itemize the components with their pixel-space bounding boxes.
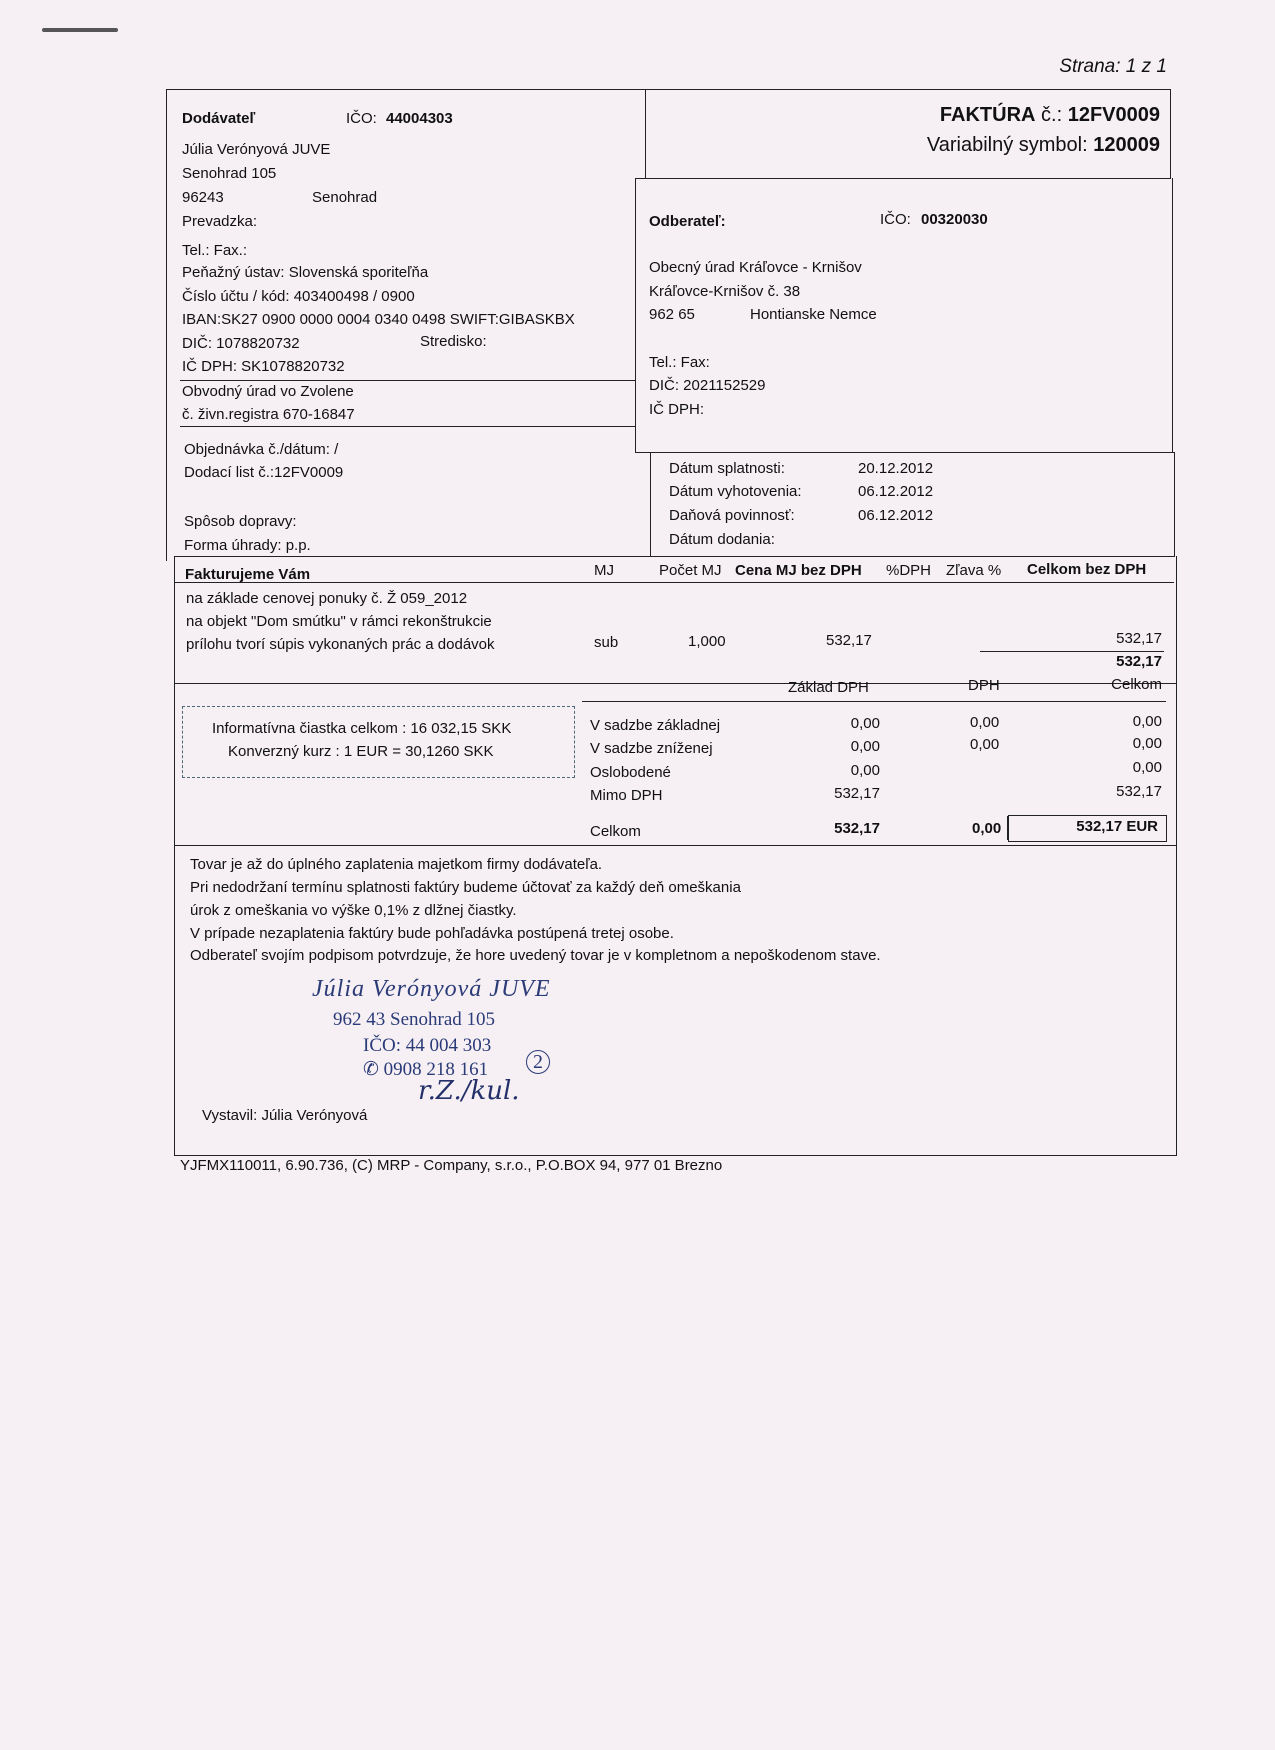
date-label-issued: Dátum vyhotovenia: (669, 483, 802, 500)
terms-line-4: V prípade nezaplatenia faktúry bude pohľadávka postúpená tretej osobe. (190, 925, 674, 942)
supplier-heading: Dodávateľ (182, 110, 256, 127)
items-header-price: Cena MJ bez DPH (735, 562, 862, 579)
supplier-ico: 44004303 (386, 110, 453, 127)
stamp-number: 2 (526, 1050, 550, 1074)
customer-ico-label: IČO: (880, 211, 911, 228)
vat-row-basic-total: 0,00 (1132, 713, 1162, 730)
frame-right-top (1170, 89, 1171, 179)
vat-row-basic-label: V sadzbe základnej (590, 717, 721, 734)
payment-method: Forma úhrady: p.p. (184, 537, 311, 554)
customer-name: Obecný úrad Kráľovce - Krnišov (649, 259, 862, 276)
info-box (182, 706, 575, 778)
supplier-office: Obvodný úrad vo Zvolene (182, 383, 354, 400)
item-qty: 1,000 (688, 633, 726, 650)
info-conversion-rate: Konverzný kurz : 1 EUR = 30,1260 SKK (228, 743, 494, 760)
items-header-desc: Fakturujeme Vám (185, 566, 311, 583)
terms-line-2: Pri nedodržaní termínu splatnosti faktúry budeme účtovať za každý deň omeškania (190, 879, 741, 896)
items-header-discount: Zľava % (946, 562, 1002, 579)
customer-tel-fax: Tel.: Fax: (649, 354, 710, 371)
date-label-due: Dátum splatnosti: (669, 460, 785, 477)
items-header-mj: MJ (594, 562, 614, 579)
vat-row-exempt-base: 0,00 (850, 762, 880, 779)
customer-city: Hontianske Nemce (750, 306, 877, 323)
date-value-due: 20.12.2012 (858, 460, 934, 477)
terms-top-line (174, 845, 1176, 846)
supplier-center: Stredisko: (420, 333, 487, 350)
signature: r.Z./kul. (418, 1076, 520, 1106)
supplier-iban: IBAN:SK27 0900 0000 0004 0340 0498 SWIFT:GIBASKBX (182, 311, 575, 328)
vat-row-outside-base: 532,17 (834, 785, 880, 802)
customer-box-top (635, 178, 1170, 179)
supplier-icdph: IČ DPH: SK1078820732 (182, 358, 345, 375)
vat-row-reduced-label: V sadzbe zníženej (590, 740, 713, 757)
supplier-register: č. živn.registra 670-16847 (182, 406, 355, 423)
grand-total: 532,17 EUR (1076, 818, 1158, 835)
vat-row-reduced-base: 0,00 (850, 738, 880, 755)
subtotal-line (980, 651, 1164, 652)
customer-heading: Odberateľ: (649, 213, 726, 230)
supplier-bank: Peňažný ústav: Slovenská sporiteľňa (182, 264, 429, 281)
customer-box-left (635, 178, 636, 453)
customer-box-bottom (635, 452, 1174, 453)
software-footer: YJFMX110011, 6.90.736, (C) MRP - Company, s.r.o., P.O.BOX 94, 977 01 Brezno (180, 1157, 723, 1174)
item-mj: sub (594, 634, 619, 651)
vat-row-exempt-total: 0,00 (1132, 759, 1162, 776)
customer-icdph: IČ DPH: (649, 401, 705, 418)
supplier-tel-fax: Tel.: Fax.: (182, 242, 248, 259)
info-total-skk: Informatívna čiastka celkom : 16 032,15 SKK (212, 720, 512, 737)
vs-label: Variabilný symbol: (926, 134, 1088, 156)
frame-left-lower (174, 556, 175, 1156)
vat-total-base: 532,17 (834, 820, 880, 837)
frame-top (166, 89, 1170, 90)
vat-row-basic-base: 0,00 (850, 715, 880, 732)
item-line-3: prílohu tvorí súpis vykonaných prác a dodávok (186, 636, 495, 653)
customer-box-right (1172, 178, 1173, 453)
vat-row-reduced-vat: 0,00 (970, 736, 1000, 753)
customer-dic: DIČ: 2021152529 (649, 377, 766, 394)
vat-row-outside-label: Mimo DPH (590, 787, 663, 804)
customer-zip: 962 65 (649, 306, 695, 323)
terms-line-1: Tovar je až do úplného zaplatenia majetkom firmy dodávateľa. (190, 856, 603, 873)
order-date: Objednávka č./dátum: / (184, 441, 339, 458)
vs-value: 120009 (1093, 134, 1160, 156)
vat-header-line (582, 701, 1166, 702)
supplier-name: Júlia Verónyová JUVE (182, 141, 331, 158)
frame-bottom (174, 1155, 1176, 1156)
items-top-line (174, 556, 1174, 557)
item-line-1: na základe cenovej ponuky č. Ž 059_2012 (186, 590, 468, 607)
invoice-title-c: č.: (1041, 104, 1063, 126)
frame-left-upper (166, 89, 167, 561)
stamp-name: Júlia Verónyová JUVE (312, 976, 551, 1002)
issued-by: Vystavil: Júlia Verónyová (202, 1107, 368, 1124)
vat-header-vat: DPH (968, 677, 1000, 694)
frame-right-lower (1176, 556, 1177, 1156)
vat-row-exempt-label: Oslobodené (590, 764, 671, 781)
supplier-site: Prevadzka: (182, 213, 258, 230)
supplier-divider-2 (180, 426, 636, 427)
supplier-ico-label: IČO: (346, 110, 377, 127)
date-value-tax: 06.12.2012 (858, 507, 934, 524)
vat-total-vat: 0,00 (972, 820, 1002, 837)
vat-header-total: Celkom (1111, 676, 1162, 693)
dates-box-left (650, 452, 651, 557)
supplier-divider-1 (180, 380, 636, 381)
item-total: 532,17 (1116, 630, 1162, 647)
vat-total-label: Celkom (590, 823, 641, 840)
variable-symbol (927, 134, 1160, 157)
vat-row-reduced-total: 0,00 (1132, 735, 1162, 752)
date-label-delivery: Dátum dodania: (669, 531, 775, 548)
terms-line-5: Odberateľ svojím podpisom potvrdzuje, že hore uvedený tovar je v kompletnom a nepoškodenom stave. (190, 947, 881, 964)
frame-divider-upper (645, 89, 646, 179)
date-label-tax: Daňová povinnosť: (669, 507, 795, 524)
items-header-total: Celkom bez DPH (1027, 561, 1147, 578)
item-line-2: na objekt "Dom smútku" v rámci rekonštrukcie (186, 613, 492, 630)
supplier-account: Číslo účtu / kód: 403400498 / 0900 (182, 288, 415, 305)
scan-mark (42, 28, 118, 32)
supplier-city: Senohrad (312, 189, 378, 206)
supplier-street: Senohrad 105 (182, 165, 277, 182)
invoice-number: 12FV0009 (1067, 104, 1160, 126)
page-number: Strana: 1 z 1 (1059, 56, 1167, 77)
supplier-zip: 96243 (182, 189, 224, 206)
item-subtotal: 532,17 (1116, 653, 1162, 670)
customer-ico: 00320030 (921, 211, 988, 228)
stamp-address: 962 43 Senohrad 105 (333, 1009, 496, 1030)
customer-street: Kráľovce-Krnišov č. 38 (649, 283, 801, 300)
items-header-vat: %DPH (886, 562, 932, 579)
stamp-ico: IČO: 44 004 303 (363, 1035, 492, 1056)
invoice-title (940, 104, 1160, 127)
vat-header-base: Základ DPH (788, 679, 869, 696)
dates-box-right (1174, 452, 1175, 557)
invoice-title-prefix: FAKTÚRA (939, 104, 1036, 126)
transport: Spôsob dopravy: (184, 513, 297, 530)
items-bottom-line (174, 683, 1176, 684)
vat-row-basic-vat: 0,00 (970, 714, 1000, 731)
items-header-line (174, 582, 1174, 583)
terms-line-3: úrok z omeškania vo výške 0,1% z dlžnej čiastky. (190, 902, 517, 919)
items-header-qty: Počet MJ (659, 562, 722, 579)
item-price: 532,17 (826, 632, 872, 649)
vat-row-outside-total: 532,17 (1116, 783, 1162, 800)
date-value-issued: 06.12.2012 (858, 483, 934, 500)
stamp-phone: ✆ 0908 218 161 (363, 1059, 489, 1080)
supplier-dic: DIČ: 1078820732 (182, 335, 300, 352)
delivery-note: Dodací list č.:12FV0009 (184, 464, 344, 481)
